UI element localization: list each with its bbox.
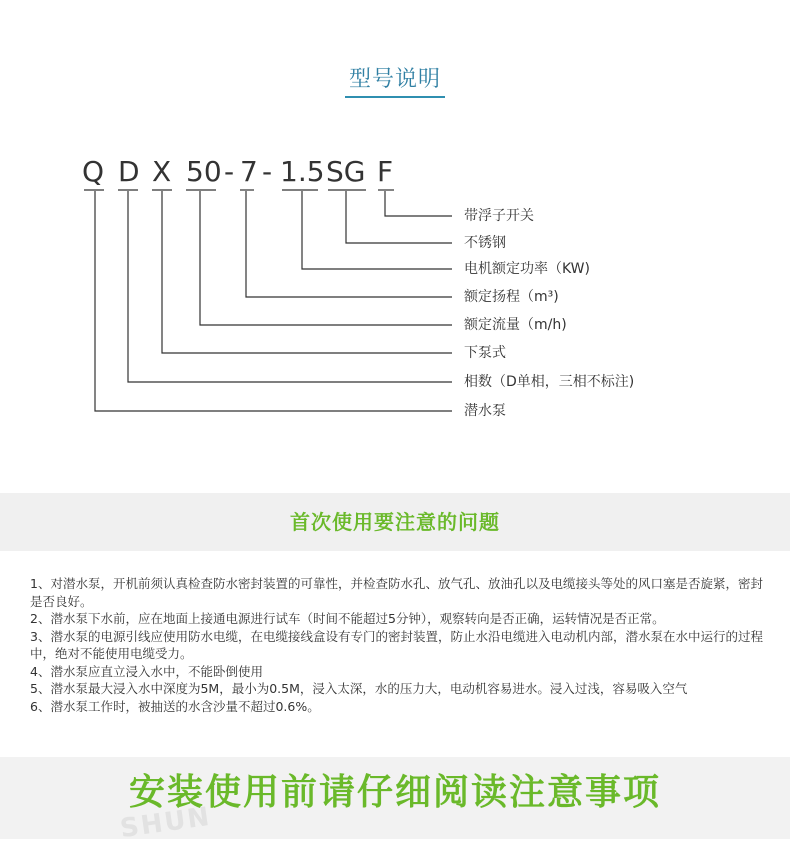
connector-pump	[95, 191, 452, 411]
notice-item: 3、潜水泵的电源引线应使用防水电缆，在电缆接线盒设有专门的密封装置，防止水沿电缆进入电动机内部，潜水泵在水中运行的过程中，绝对不能使用电缆受力。	[30, 628, 763, 661]
connector-float-switch	[385, 191, 452, 216]
model-part-material: SG	[326, 155, 366, 188]
notice-item: 5、潜水泵最大浸入水中深度为5M，最小为0.5M，浸入太深，水的压力大，电动机容易进水。浸入过浅，容易吸入空气	[30, 681, 688, 696]
connector-stainless	[346, 191, 452, 243]
legend-submersible-pump: 潜水泵	[464, 403, 506, 419]
model-part-x: X	[152, 155, 172, 188]
model-part-q: Q	[82, 155, 105, 188]
notice-title: 首次使用要注意的问题	[290, 510, 500, 534]
notice-banner	[0, 493, 790, 551]
model-part-head: 7	[240, 155, 258, 188]
model-part-flow: 50	[186, 155, 222, 188]
model-part-float: F	[377, 155, 394, 188]
model-part-power: 1.5	[280, 155, 325, 188]
brand-watermark: SHUN	[118, 801, 214, 844]
connector-power	[302, 191, 452, 269]
notice-item: 1、对潜水泵，开机前须认真检查防水密封装置的可靠性，并检查防水孔、放气孔、放油孔以及电缆接头等处的风口塞是否旋紧，密封是否良好。	[30, 576, 763, 609]
connector-flow	[200, 191, 452, 325]
page-title: 型号说明	[348, 67, 441, 92]
model-part-d: D	[118, 155, 140, 188]
legend-motor-power: 电机额定功率（KW)	[464, 261, 590, 277]
notice-item: 4、潜水泵应直立浸入水中，不能卧倒使用	[30, 663, 263, 679]
model-dash-1: -	[224, 155, 235, 188]
legend-stainless-steel: 不锈钢	[464, 235, 506, 251]
footer-title: 安装使用前请仔细阅读注意事项	[128, 772, 661, 813]
legend-bottom-pump: 下泵式	[464, 345, 506, 361]
connector-head	[246, 191, 452, 297]
legend-float-switch: 带浮子开关	[464, 208, 534, 224]
legend-phase: 相数（D单相，三相不标注)	[464, 374, 635, 390]
model-dash-2: -	[262, 155, 273, 188]
notice-list	[30, 575, 770, 715]
legend-rated-flow: 额定流量（m/h)	[464, 317, 567, 333]
connector-mount	[162, 191, 452, 353]
legend-rated-head: 额定扬程（m³)	[464, 289, 559, 305]
notice-item: 6、潜水泵工作时，被抽送的水含沙量不超过0.6%。	[30, 698, 320, 714]
footer-banner	[0, 757, 790, 839]
notice-item: 2、潜水泵下水前，应在地面上接通电源进行试车（时间不能超过5分钟），观察转向是否正确，运转情况是否正常。	[30, 611, 665, 626]
